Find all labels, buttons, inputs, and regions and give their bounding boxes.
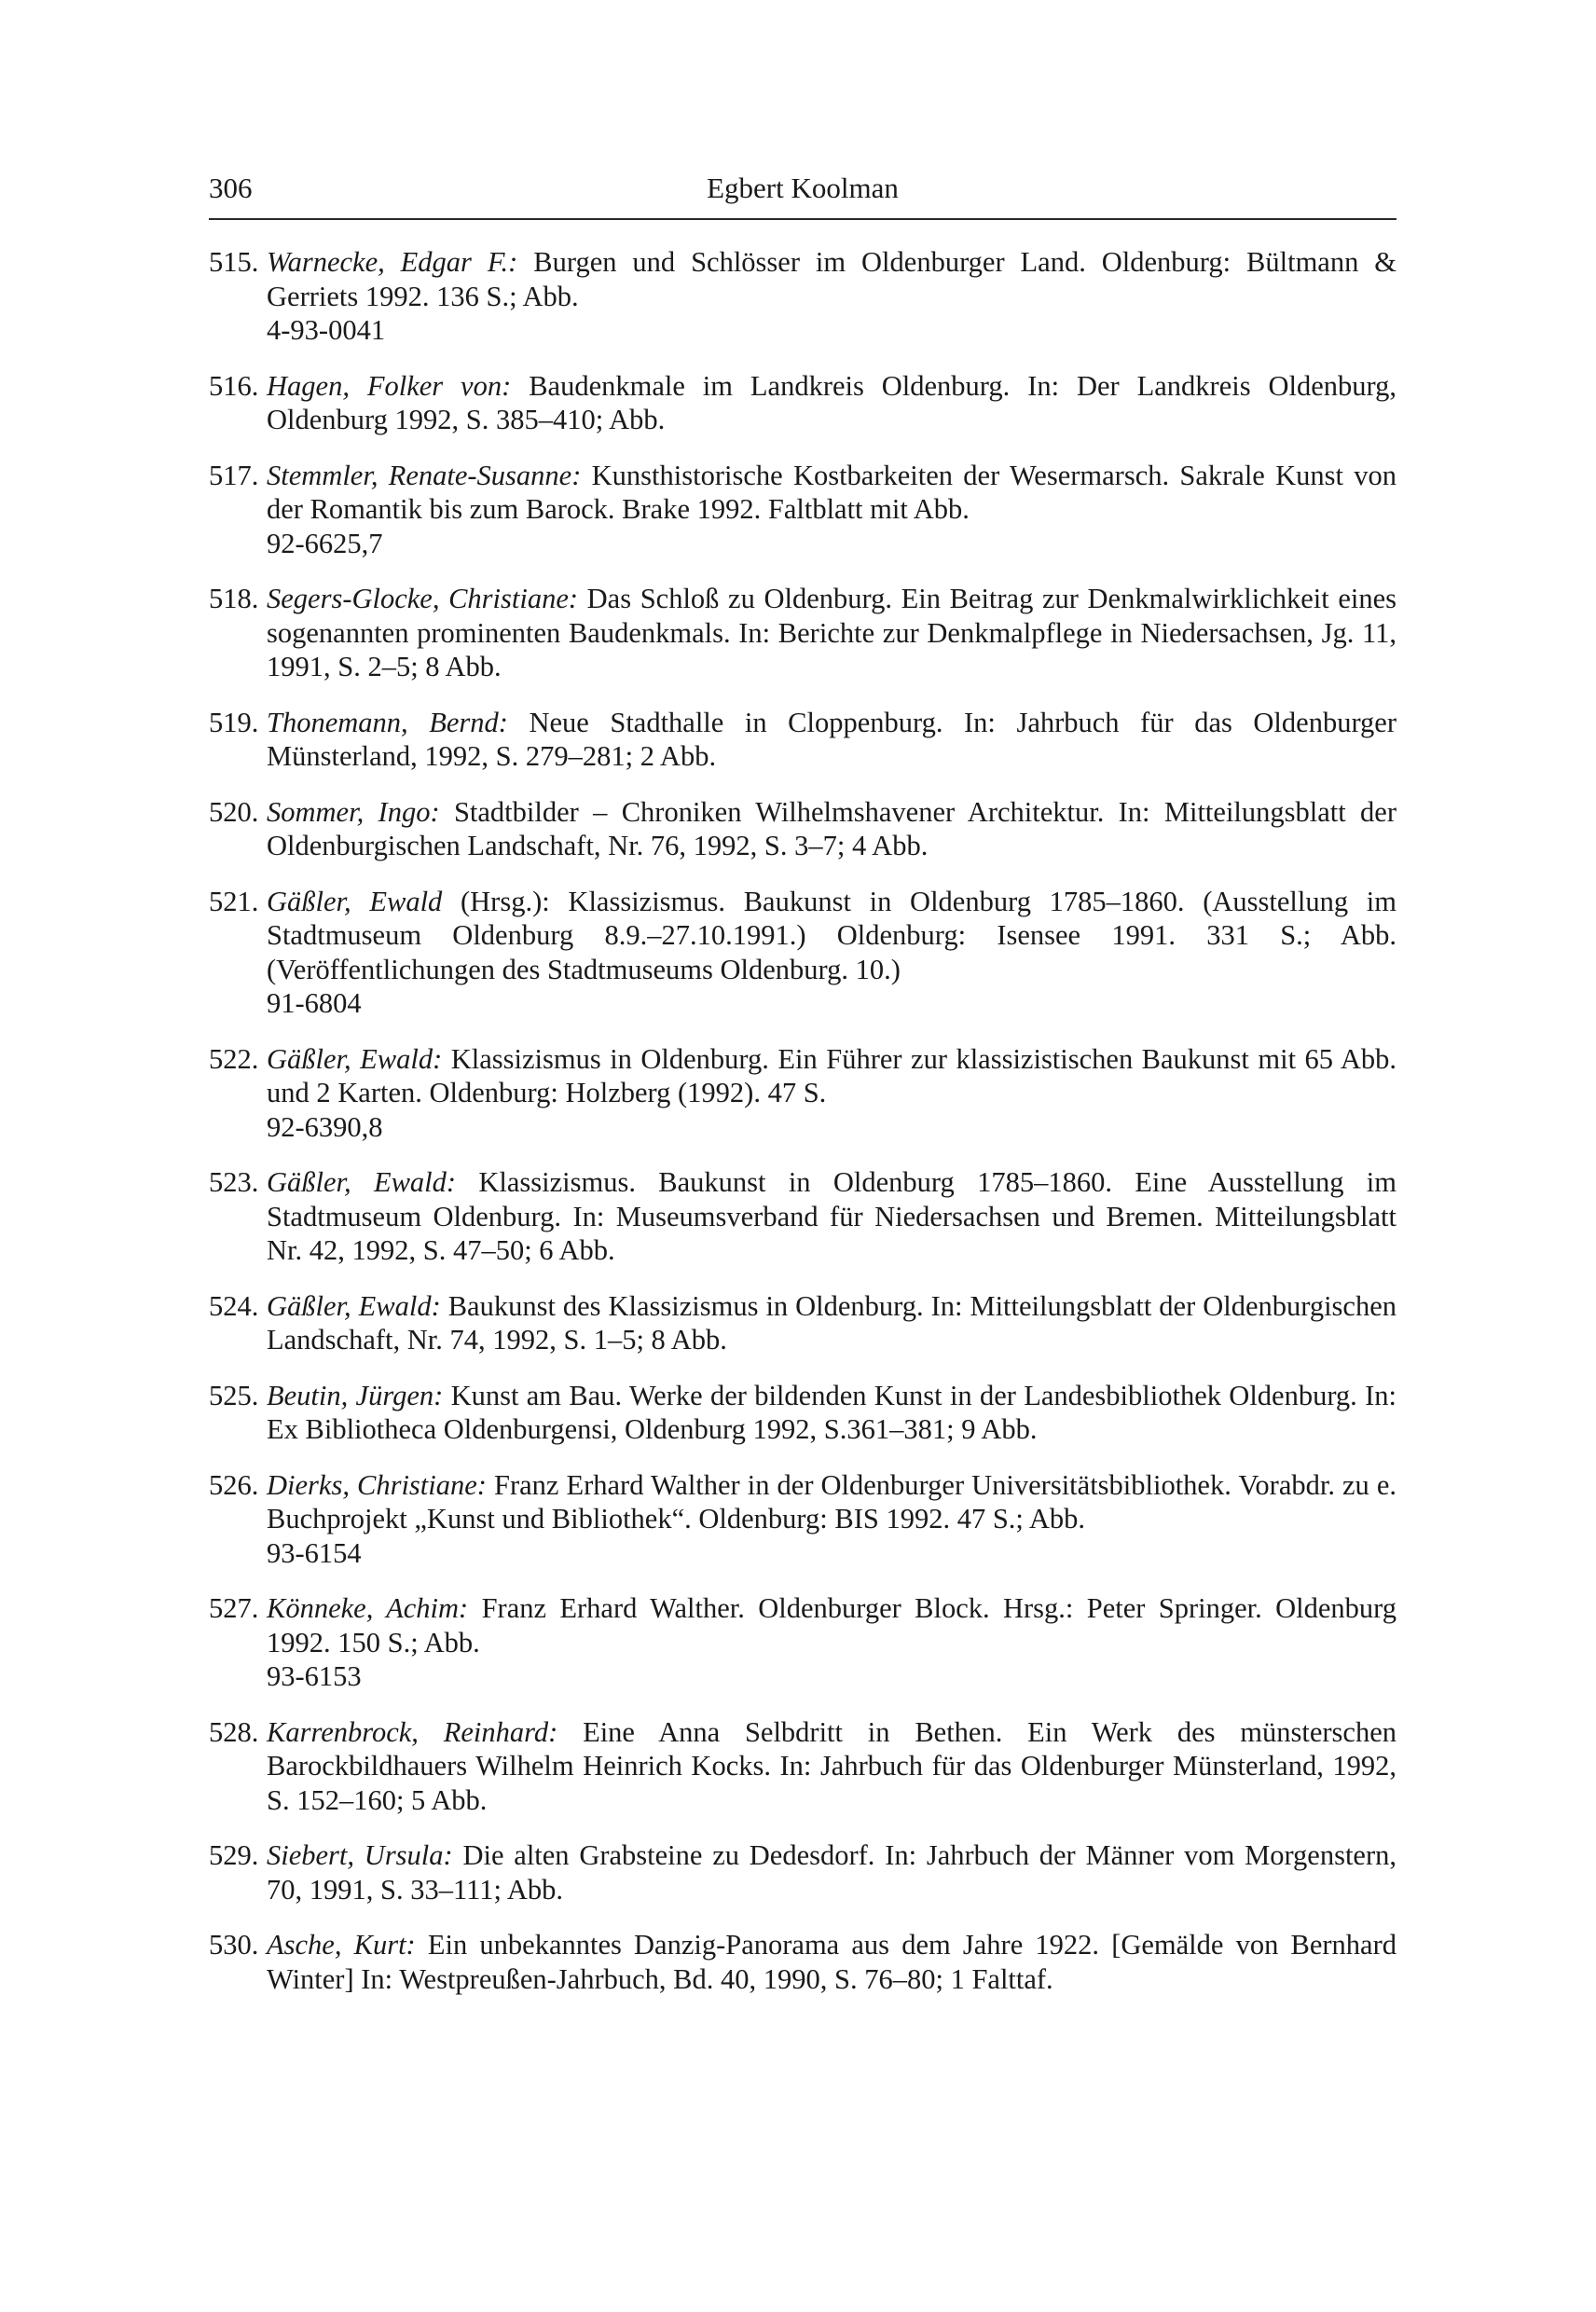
bibliography-entry [209,1289,1396,1357]
entry-number: 517. [209,459,259,491]
entry-text: Kunst am Bau. Werke der bildenden Kunst in der Landesbibliothek Oldenburg. In: Ex Bibliotheca Oldenburgensi, Oldenburg 1992, S.361–381; 9 Abb. [267,1379,1396,1445]
bibliography-entry [209,1379,1396,1447]
header-rule [209,218,1396,220]
entry-text: Franz Erhard Walther in der Oldenburger Universitätsbibliothek. Vorabdr. zu e. Buchprojekt „Kunst und Bibliothek“. Oldenburg: BIS 1992. 47 S.; Abb. [267,1468,1397,1534]
entry-number: 524. [209,1289,259,1322]
entry-author: Karrenbrock, Reinhard: [267,1715,558,1748]
bibliography-entry [209,1928,1396,1996]
entry-text: Stadtbilder – Chroniken Wilhelmshavener Architektur. In: Mitteilungsblatt der Oldenburgischen Landschaft, Nr. 76, 1992, S. 3–7; 4 Abb. [267,795,1396,861]
entry-number: 527. [209,1592,259,1624]
entry-signature: 91-6804 [267,987,362,1019]
bibliography-list [209,245,1396,2017]
bibliography-entry [209,245,1396,348]
entry-text: Klassizismus in Oldenburg. Ein Führer zur klassizistischen Baukunst mit 65 Abb. und 2 Karten. Oldenburg: Holzberg (1992). 47 S. [267,1042,1396,1108]
entry-number: 522. [209,1042,259,1075]
entry-number: 519. [209,706,259,738]
entry-author: Gäßler, Ewald: [267,1289,441,1322]
entry-text: Eine Anna Selbdritt in Bethen. Ein Werk des münsterschen Barockbildhauers Wilhelm Heinrich Kocks. In: Jahrbuch für das Oldenburger Münsterland, 1992, S. 152–160; 5 Abb. [267,1715,1396,1816]
entry-text: Baudenkmale im Landkreis Oldenburg. In: Der Landkreis Oldenburg, Oldenburg 1992, S. 385–410; Abb. [267,369,1397,435]
entry-number: 518. [209,583,259,614]
entry-author: Gäßler, Ewald: [267,1166,457,1198]
entry-number: 529. [209,1839,259,1871]
bibliography-entry [209,1165,1396,1268]
entry-signature: 93-6153 [267,1660,362,1692]
entry-number: 523. [209,1166,259,1198]
entry-author: Siebert, Ursula: [267,1839,453,1871]
entry-text: (Hrsg.): Klassizismus. Baukunst in Oldenburg 1785–1860. (Ausstellung im Stadtmuseum Oldenburg 8.9.–27.10.1991.) Oldenburg: Isensee 1991. 331 S.; Abb. (Veröffentlichungen des Stadtmuseums Oldenburg. 10.) [267,885,1396,985]
entry-number: 520. [209,795,259,828]
entry-number: 516. [209,369,259,402]
entry-text: Neue Stadthalle in Cloppenburg. In: Jahrbuch für das Oldenburger Münsterland, 1992, S. 279–281; 2 Abb. [267,706,1396,772]
bibliography-entry [209,1838,1396,1906]
entry-number: 525. [209,1379,259,1411]
entry-signature: 92-6390,8 [267,1110,383,1143]
entry-author: Beutin, Jürgen: [267,1379,444,1411]
entry-text: Die alten Grabsteine zu Dedesdorf. In: Jahrbuch der Männer vom Morgenstern, 70, 1991, S. 33–111; Abb. [267,1839,1396,1906]
bibliography-entry [209,706,1396,774]
entry-number: 530. [209,1929,259,1961]
bibliography-entry [209,795,1396,863]
entry-author: Segers-Glocke, Christiane: [267,583,579,614]
entry-author: Gäßler, Ewald: [267,1042,443,1075]
entry-author: Warnecke, Edgar F.: [267,246,518,278]
bibliography-entry [209,1591,1396,1694]
entry-author: Stemmler, Renate-Susanne: [267,459,582,491]
bibliography-entry [209,1042,1396,1145]
entry-text: Burgen und Schlösser im Oldenburger Land. Oldenburg: Bültmann & Gerriets 1992. 136 S.; Abb. [267,246,1396,312]
entry-author: Hagen, Folker von: [267,369,512,402]
entry-author: Könneke, Achim: [267,1592,469,1624]
entry-signature: 93-6154 [267,1536,362,1569]
entry-text: Baukunst des Klassizismus in Oldenburg. In: Mitteilungsblatt der Oldenburgischen Landschaft, Nr. 74, 1992, S. 1–5; 8 Abb. [267,1289,1397,1356]
entry-text: Franz Erhard Walther. Oldenburger Block. Hrsg.: Peter Springer. Oldenburg 1992. 150 S.; Abb. [267,1592,1397,1658]
entry-author: Sommer, Ingo: [267,795,440,828]
entry-text: Klassizismus. Baukunst in Oldenburg 1785–1860. Eine Ausstellung im Stadtmuseum Oldenburg. In: Museumsverband für Niedersachsen und Bremen. Mitteilungsblatt Nr. 42, 1992, S. 47–50; 6 Abb. [267,1166,1396,1266]
bibliography-entry [209,459,1396,561]
bibliography-entry [209,885,1396,1021]
entry-number: 526. [209,1468,259,1501]
entry-author: Asche, Kurt: [267,1929,416,1961]
running-title: Egbert Koolman [707,172,899,204]
bibliography-entry [209,582,1396,684]
entry-text: Kunsthistorische Kostbarkeiten der Wesermarsch. Sakrale Kunst von der Romantik bis zum Barock. Brake 1992. Faltblatt mit Abb. [267,459,1397,525]
entry-signature: 92-6625,7 [267,527,383,559]
page-header [209,172,1396,218]
bibliography-entry [209,1468,1396,1571]
entry-number: 521. [209,885,259,917]
bibliography-entry [209,369,1396,437]
entry-text: Ein unbekanntes Danzig-Panorama aus dem Jahre 1922. [Gemälde von Bernhard Winter] In: Westpreußen-Jahrbuch, Bd. 40, 1990, S. 76–80; 1 Falttaf. [267,1929,1397,1995]
bibliography-entry [209,1715,1396,1818]
entry-number: 528. [209,1715,259,1748]
entry-author: Dierks, Christiane: [267,1468,487,1501]
entry-signature: 4-93-0041 [267,314,386,346]
entry-author: Gäßler, Ewald [267,885,443,917]
entry-text: Das Schloß zu Oldenburg. Ein Beitrag zur Denkmalwirklichkeit eines sogenannten prominenten Baudenkmals. In: Berichte zur Denkmalpflege in Niedersachsen, Jg. 11, 1991, S. 2–5; 8 Abb. [267,583,1396,682]
entry-author: Thonemann, Bernd: [267,706,508,738]
page-number: 306 [209,172,253,204]
entry-number: 515. [209,246,259,278]
